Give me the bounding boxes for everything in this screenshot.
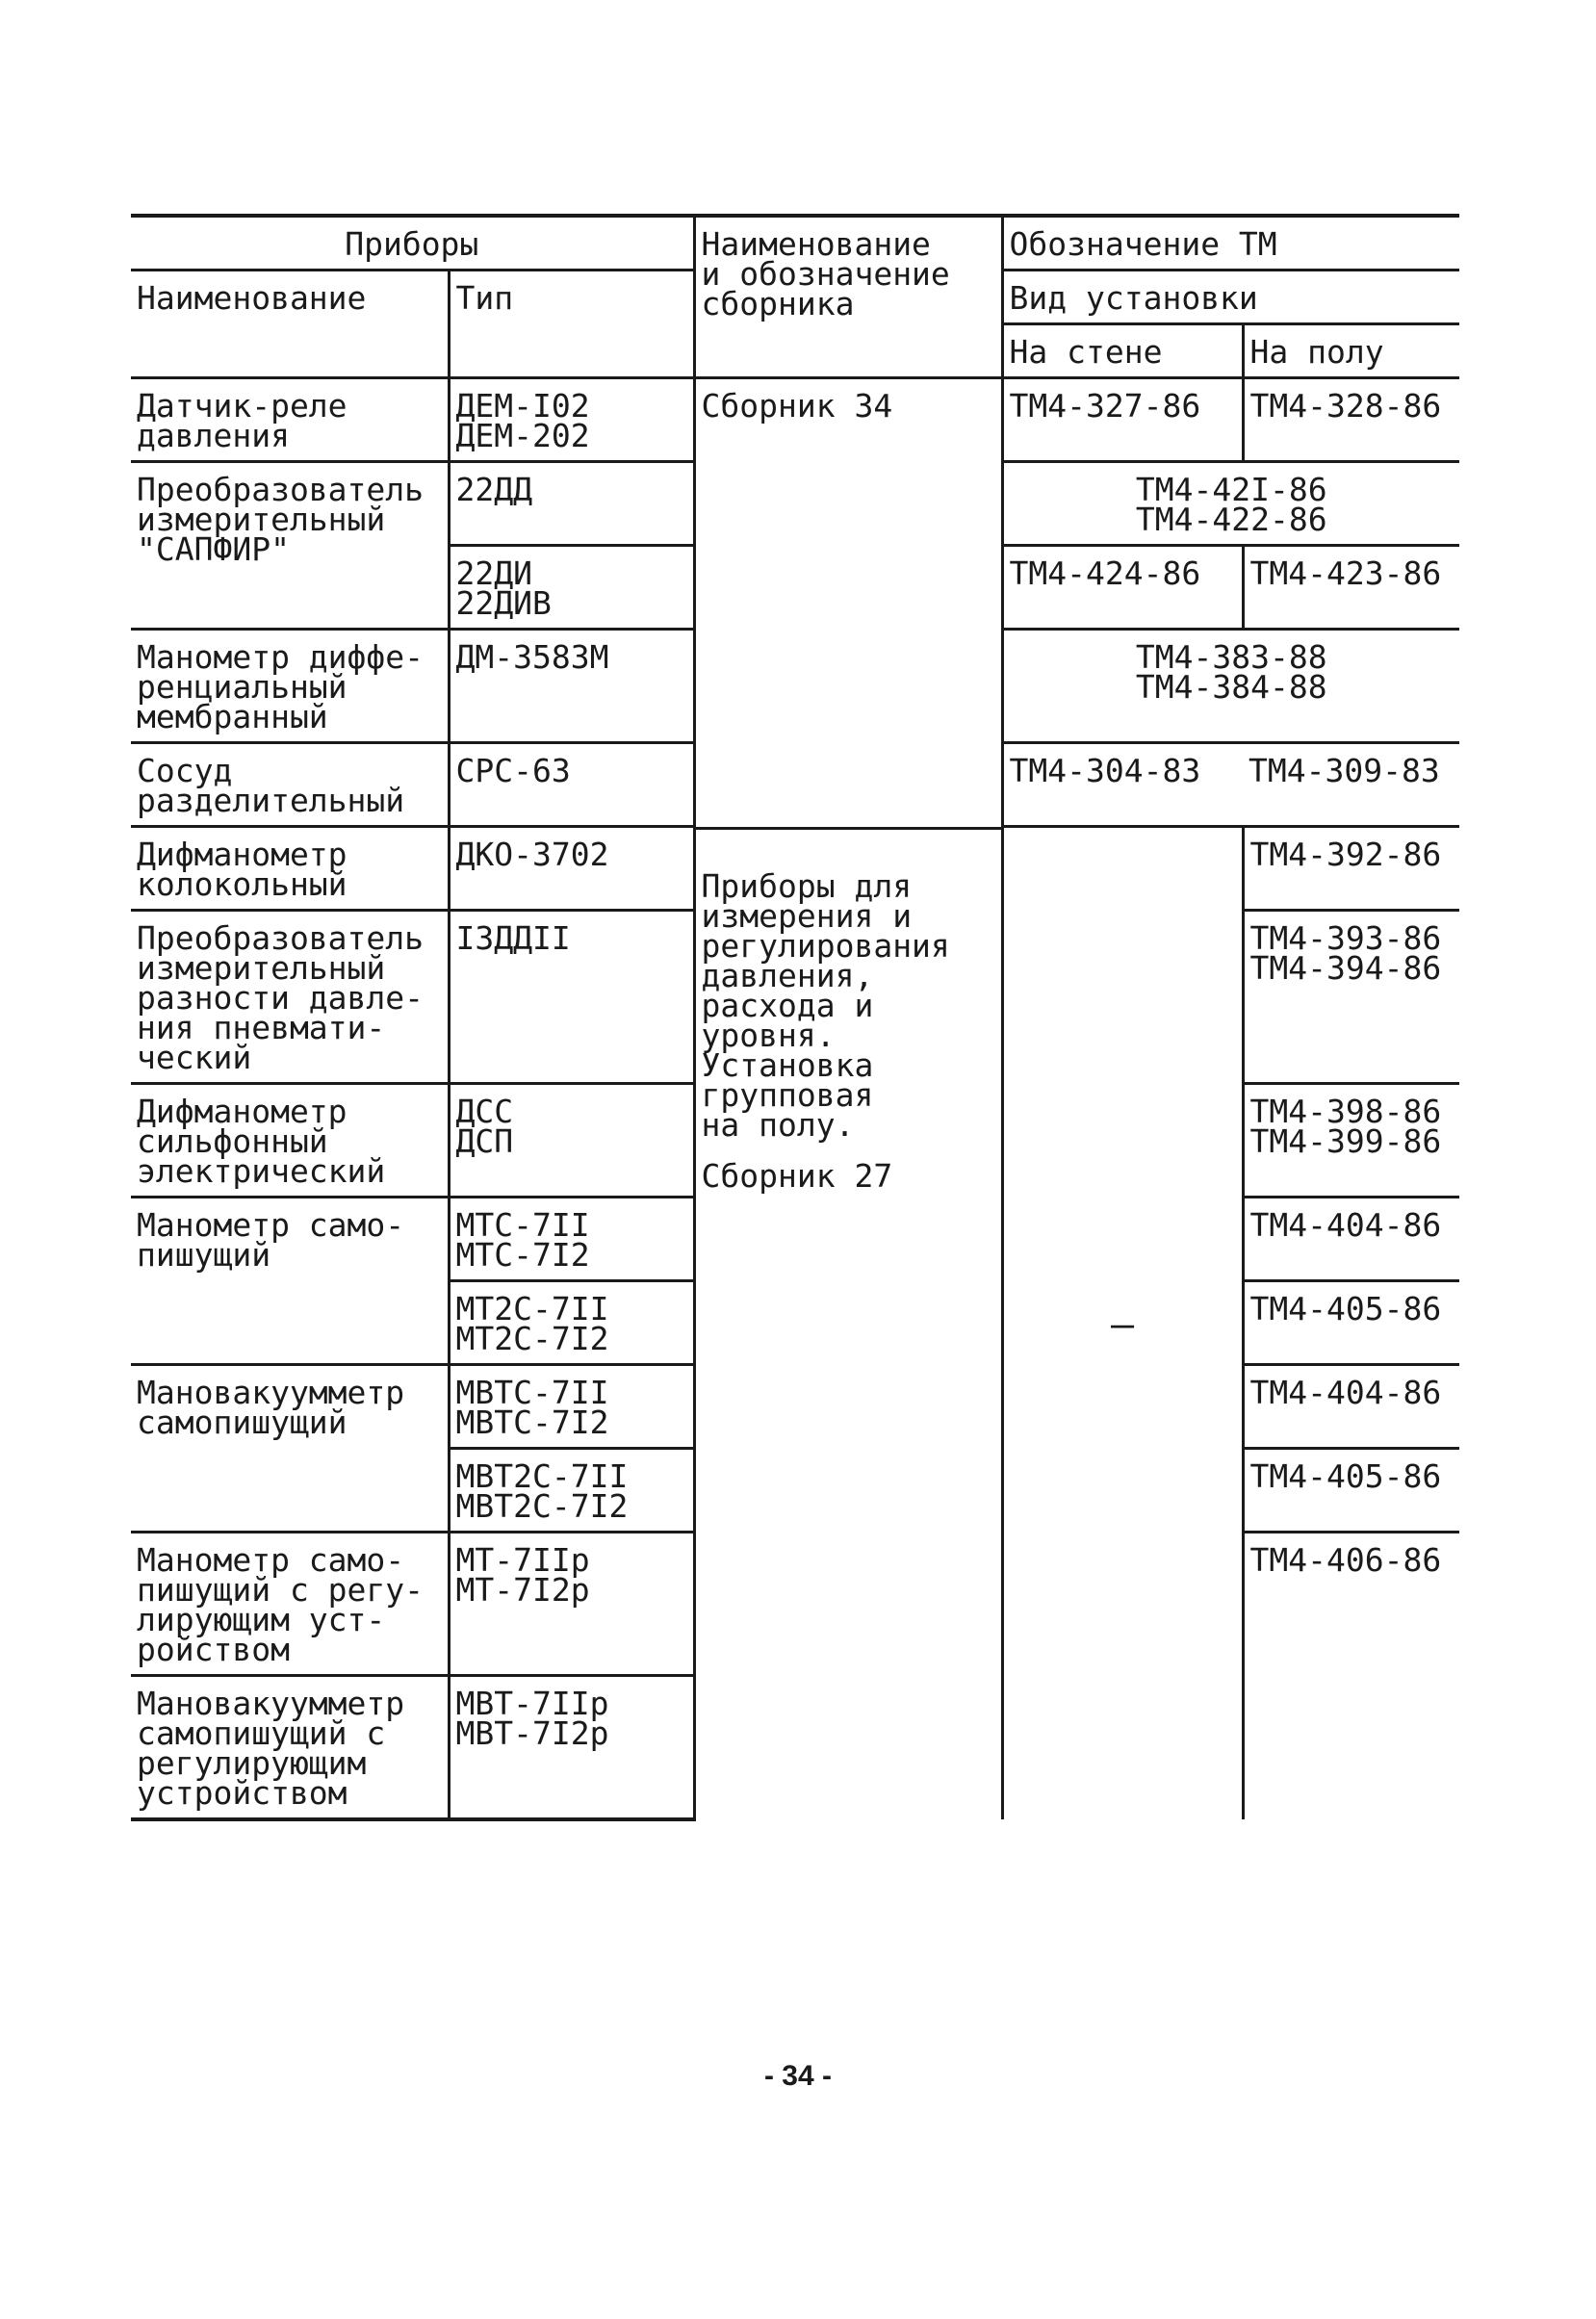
row-floor: ТМ4-392-86 [1243,828,1459,911]
header-on-wall: На стене [1002,324,1243,378]
collection-second [694,828,1002,1819]
row-type: 22ДД [449,462,694,546]
page-number: - 34 - [763,2060,833,2092]
row-name: Манометр само- пишущий [131,1198,449,1365]
row-name: Мановакуумметр самопишущий [131,1365,449,1533]
row-floor: ТМ4-404-86 [1243,1198,1459,1281]
row-floor: ТМ4-406-86 [1243,1533,1459,1820]
row-name: Манометр диффе- ренциальный мембранный [131,630,449,743]
row-name: Мановакуумметр самопишущий с регулирующим устройством [131,1676,449,1820]
row-type: МТ-7IIр МТ-7I2р [449,1533,694,1676]
row-floor: ТМ4-405-86 [1243,1281,1459,1365]
row-wall: ТМ4-304-83 [1002,743,1243,827]
header-install-type: Вид установки [1002,271,1459,324]
collection-second-description: Приборы для измерения и регулирования давления, расхода и уровня. Установка групповая на полу. [701,866,950,1144]
header-tm-designation: Обозначение ТМ [1002,216,1459,271]
row-type: I3ДДII [449,911,694,1084]
row-type: СРС-63 [449,743,694,827]
header-name: Наименование [131,271,449,378]
row-wall: ТМ4-327-86 [1002,378,1243,462]
header-type: Тип [449,271,694,378]
row-name: Дифманометр колокольный [131,828,449,911]
row-type: МВТС-7II МВТС-7I2 [449,1365,694,1449]
row-name: Манометр само- пишущий с регу- лирующим уст- ройством [131,1533,449,1676]
row-floor: ТМ4-423-86 [1243,546,1459,630]
row-type: МВТ2С-7II МВТ2С-7I2 [449,1449,694,1533]
row-type: МТС-7II МТС-7I2 [449,1198,694,1281]
row-type: 22ДИ 22ДИВ [449,546,694,630]
row-name: Датчик-реле давления [131,378,449,462]
instruments-table [131,214,1459,1821]
row-floor: ТМ4-405-86 [1243,1449,1459,1533]
row-wall: ТМ4-424-86 [1002,546,1243,630]
row-type: ДЕМ-I02 ДЕМ-202 [449,378,694,462]
row-name: Сосуд разделительный [131,743,449,827]
wall-dash: — [1002,828,1243,1819]
row-floor: ТМ4-328-86 [1243,378,1459,462]
row-type: МВТ-7IIр МВТ-7I2р [449,1676,694,1820]
row-type: ДКО-3702 [449,828,694,911]
header-collection-name: Наименование и обозначение сборника [694,216,1002,378]
row-floor: ТМ4-393-86 ТМ4-394-86 [1243,911,1459,1084]
row-name: Дифманометр сильфонный электрический [131,1084,449,1198]
collection-first: Сборник 34 [694,378,1002,829]
row-type: МТ2С-7II МТ2С-7I2 [449,1281,694,1365]
row-name: Преобразователь измерительный "САПФИР" [131,462,449,630]
collection-second-name: Сборник 27 [701,1156,893,1195]
row-name: Преобразователь измерительный разности давле- ния пневмати- ческий [131,911,449,1084]
row-type: ДСС ДСП [449,1084,694,1198]
row-floor: ТМ4-309-83 [1243,743,1459,827]
row-floor: ТМ4-404-86 [1243,1365,1459,1449]
row-span-designation: ТМ4-383-88 ТМ4-384-88 [1002,630,1459,743]
header-on-floor: На полу [1243,324,1459,378]
row-floor: ТМ4-398-86 ТМ4-399-86 [1243,1084,1459,1198]
row-span-designation: ТМ4-42I-86 ТМ4-422-86 [1002,462,1459,546]
row-type: ДМ-3583М [449,630,694,743]
header-instruments: Приборы [131,216,694,271]
